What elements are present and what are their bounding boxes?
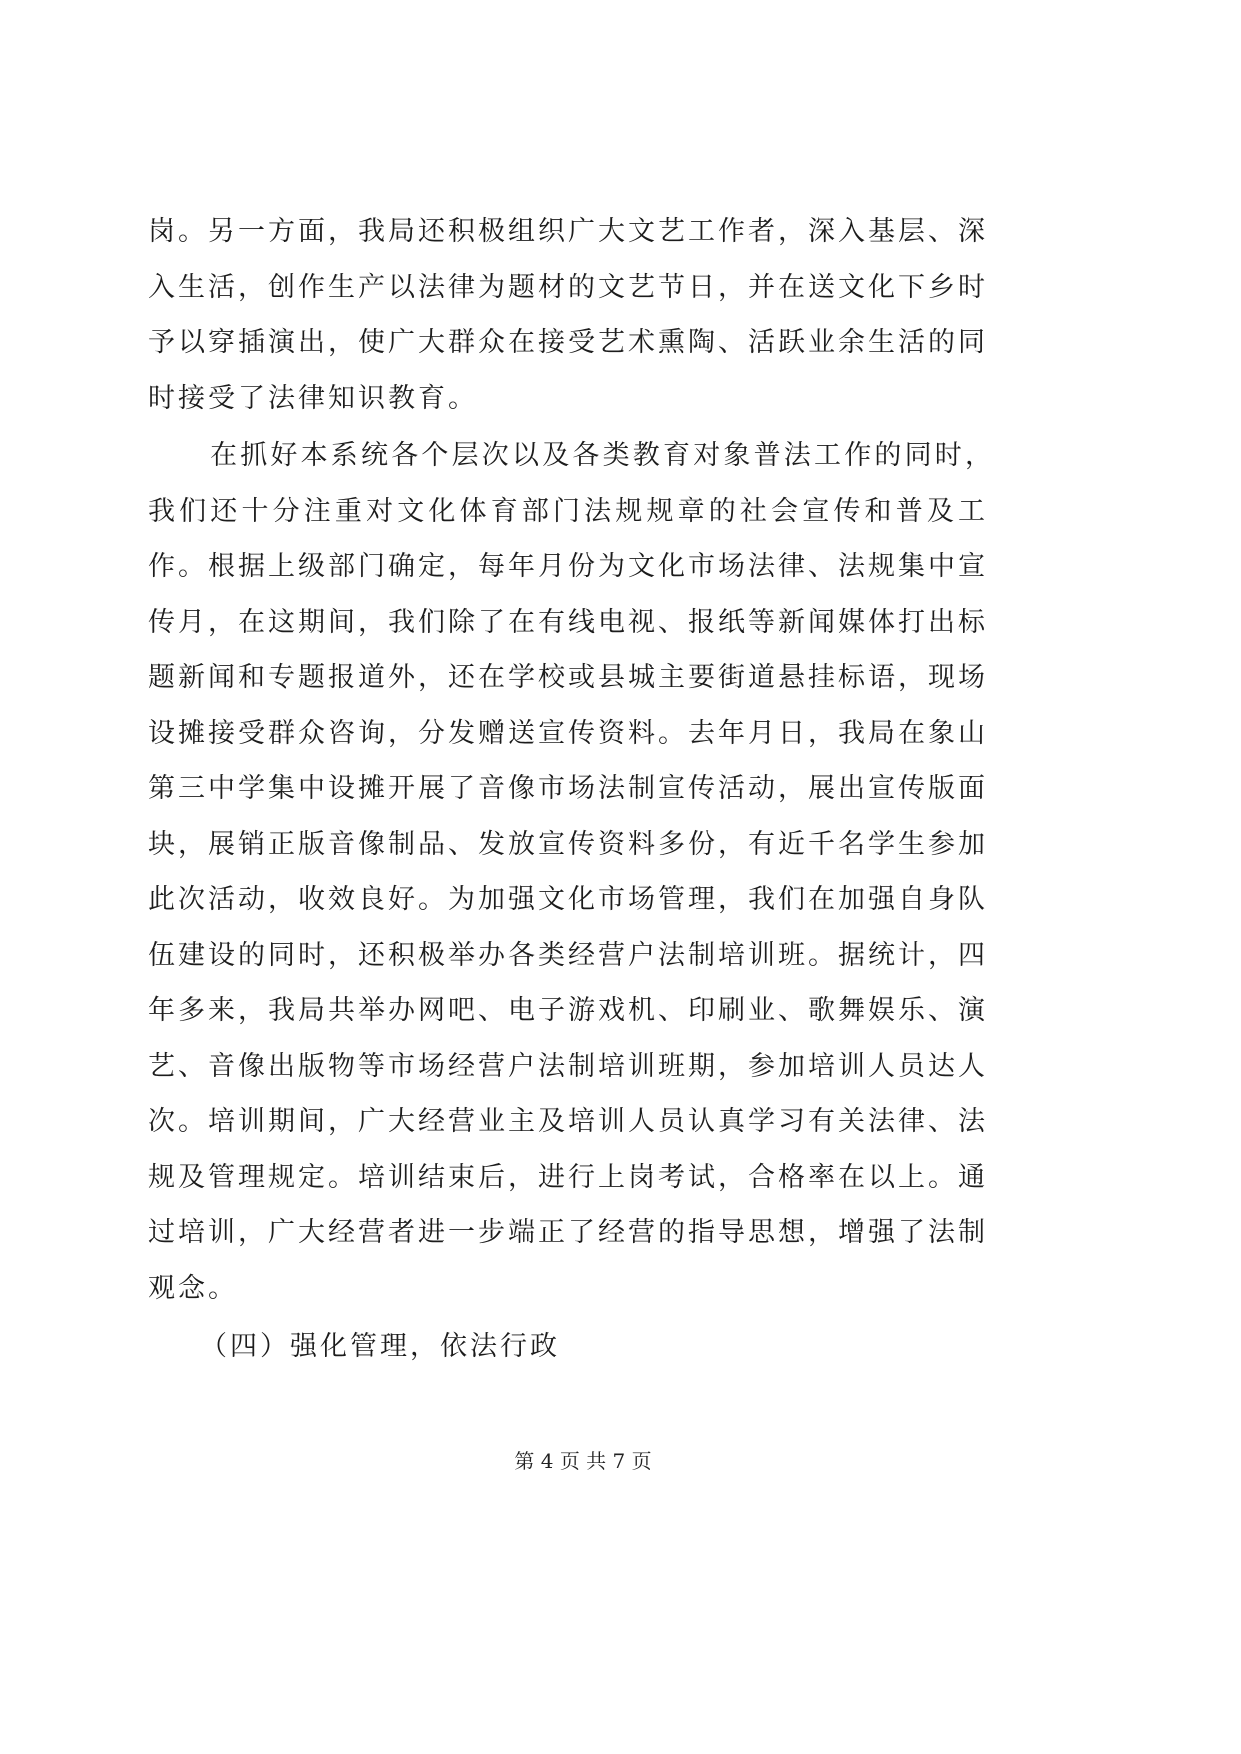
text-line: 次。培训期间，广大经营业主及培训人员认真学习有关法律、法 [148, 1106, 985, 1137]
paragraph [148, 428, 992, 1316]
text-line: 块，展销正版音像制品、发放宣传资料多份，有近千名学生参加 [148, 828, 985, 860]
text-line: 岗。另一方面，我局还积极组织广大文艺工作者，深入基层、深 [148, 216, 985, 247]
text-line: 予以穿插演出，使广大群众在接受艺术熏陶、活跃业余生活的同 [148, 327, 985, 358]
page-footer: 第 4 页 共 7 页 [514, 1449, 652, 1473]
text-line: 题新闻和专题报道外，还在学校或县城主要街道悬挂标语，现场 [148, 662, 985, 693]
text-line: 第三中学集中设摊开展了音像市场法制宣传活动，展出宣传版面 [148, 773, 985, 804]
text-line: 观念。 [148, 1272, 238, 1304]
text-line: 在抓好本系统各个层次以及各类教育对象普法工作的同时， [210, 440, 992, 471]
text-line: 作。根据上级部门确定，每年月份为文化市场法律、法规集中宣 [148, 551, 985, 582]
text-line: 设摊接受群众咨询，分发赠送宣传资料。去年月日，我局在象山 [148, 717, 985, 749]
paragraph [148, 204, 988, 426]
text-line: 艺、音像出版物等市场经营户法制培训班期，参加培训人员达人 [148, 1050, 985, 1082]
text-line: 规及管理规定。培训结束后，进行上岗考试，合格率在以上。通 [148, 1161, 985, 1193]
text-line: 伍建设的同时，还积极举办各类经营户法制培训班。据统计，四 [148, 939, 985, 971]
text-line: 时接受了法律知识教育。 [148, 382, 478, 414]
body-text [148, 204, 992, 1375]
text-line: 过培训，广大经营者进一步端正了经营的指导思想，增强了法制 [148, 1217, 985, 1248]
text-line: 传月，在这期间，我们除了在有线电视、报纸等新闻媒体打出标 [148, 606, 985, 638]
text-line: 入生活，创作生产以法律为题材的文艺节日，并在送文化下乡时 [148, 271, 985, 303]
text-line: 年多来，我局共举办网吧、电子游戏机、印刷业、歌舞娱乐、演 [148, 995, 985, 1026]
text-line: 此次活动，收效良好。为加强文化市场管理，我们在加强自身队 [148, 884, 985, 915]
text-line: 我们还十分注重对文化体育部门法规规章的社会宣传和普及工 [148, 495, 985, 527]
section-heading: （四）强化管理，依法行政 [200, 1331, 560, 1362]
